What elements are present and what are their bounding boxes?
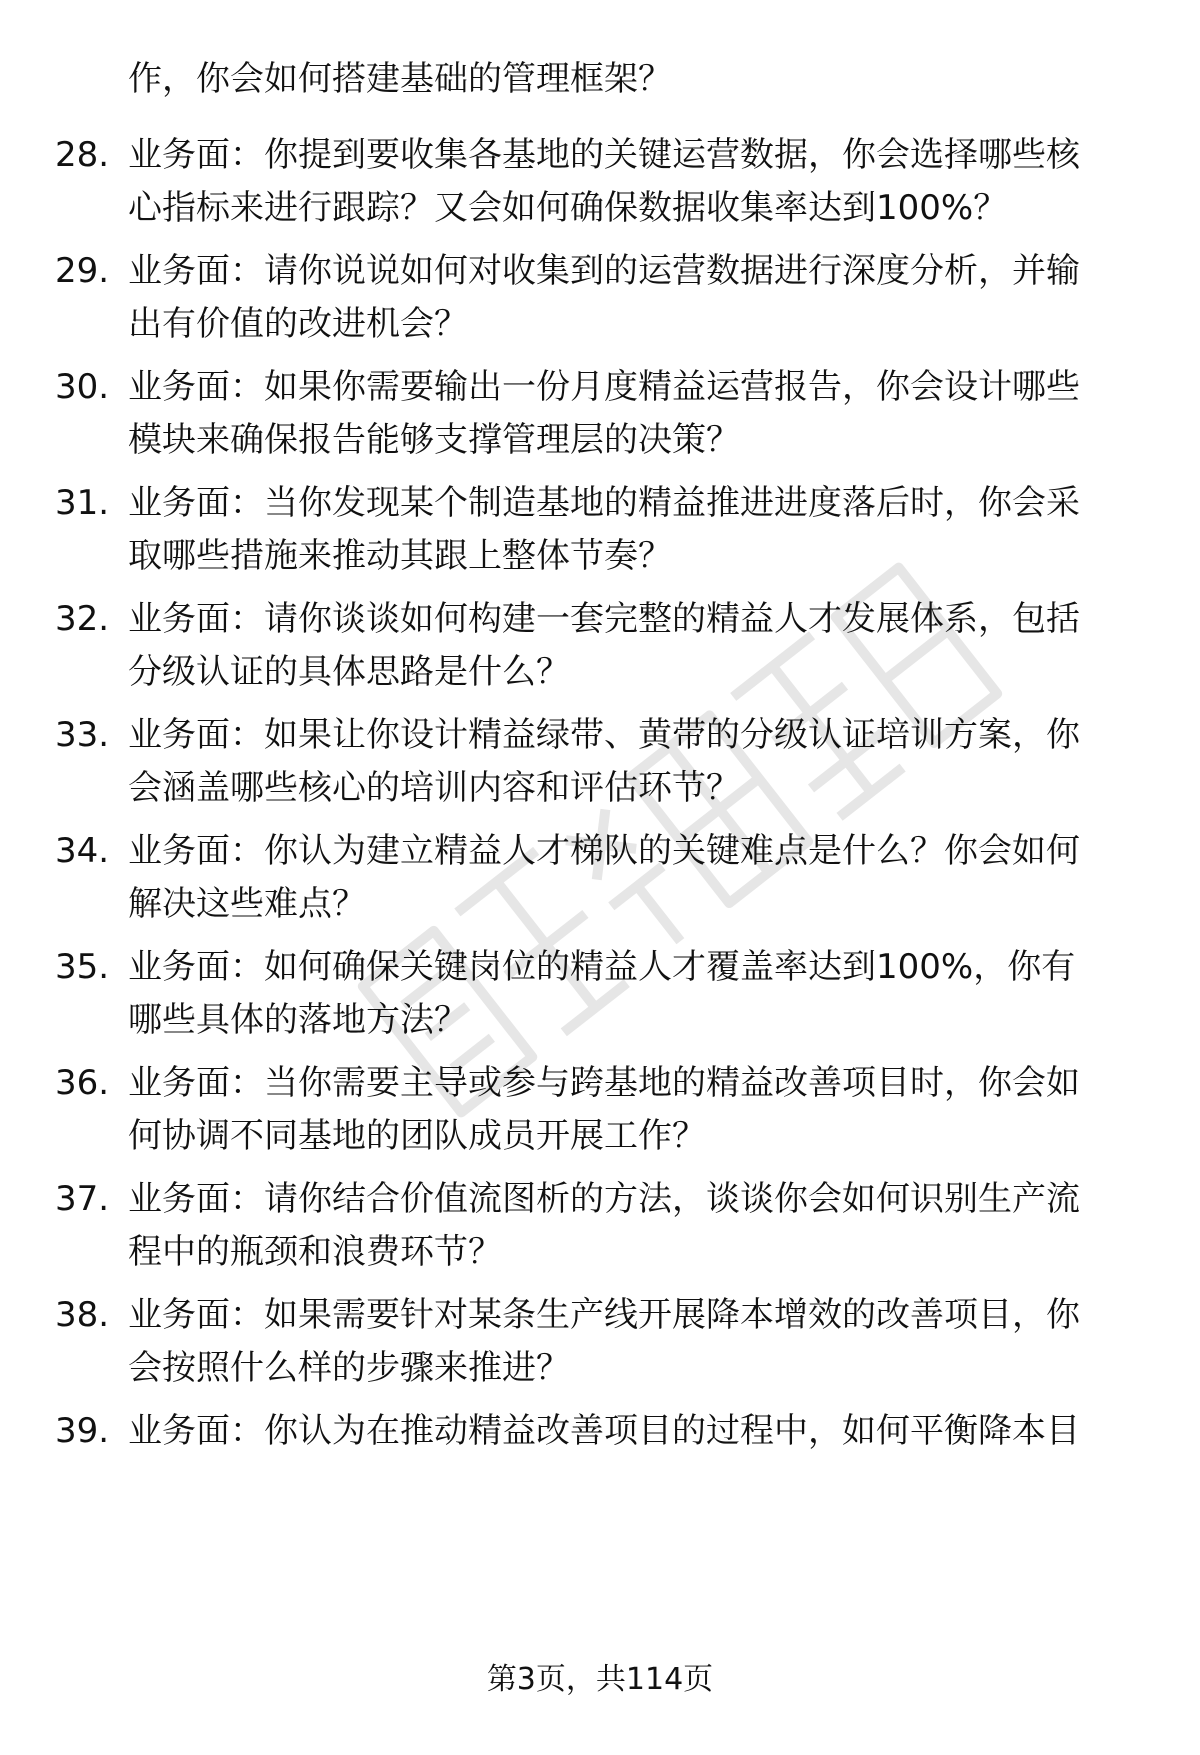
item-line: 业务面：当你发现某个制造基地的精益推进进度落后时，你会采 xyxy=(128,483,1080,523)
item-line: 业务面：你认为建立精益人才梯队的关键难点是什么？你会如何 xyxy=(128,831,1080,871)
item-line: 业务面：你提到要收集各基地的关键运营数据，你会选择哪些核 xyxy=(128,135,1080,175)
item-line: 业务面：如何确保关键岗位的精益人才覆盖率达到100%，你有 xyxy=(128,947,1076,987)
item-line: 业务面：当你需要主导或参与跨基地的精益改善项目时，你会如 xyxy=(128,1063,1080,1103)
item-number: 35. xyxy=(55,947,110,987)
item-number: 39. xyxy=(55,1411,110,1451)
item-line: 取哪些措施来推动其跟上整体节奏？ xyxy=(128,536,672,576)
item-line: 哪些具体的落地方法？ xyxy=(128,1000,468,1040)
item-line: 模块来确保报告能够支撑管理层的决策？ xyxy=(128,420,740,460)
item-text xyxy=(128,825,1138,931)
item-number: 33. xyxy=(55,715,110,755)
item-text xyxy=(128,129,1138,235)
item-line: 业务面：你认为在推动精益改善项目的过程中，如何平衡降本目 xyxy=(128,1411,1080,1451)
item-text xyxy=(128,1289,1138,1395)
item-line: 心指标来进行跟踪？又会如何确保数据收集率达到100%？ xyxy=(128,188,1008,228)
item-line: 解决这些难点？ xyxy=(128,884,366,924)
item-text xyxy=(128,941,1138,1047)
item-text xyxy=(128,709,1138,815)
item-text xyxy=(128,1057,1138,1163)
item-line: 业务面：请你结合价值流图析的方法，谈谈你会如何识别生产流 xyxy=(128,1179,1080,1219)
item-line: 业务面：请你谈谈如何构建一套完整的精益人才发展体系，包括 xyxy=(128,599,1080,639)
item-line: 业务面：如果需要针对某条生产线开展降本增效的改善项目，你 xyxy=(128,1295,1080,1335)
item-line: 会涵盖哪些核心的培训内容和评估环节？ xyxy=(128,768,740,808)
item-line: 会按照什么样的步骤来推进？ xyxy=(128,1348,570,1388)
item-number: 37. xyxy=(55,1179,110,1219)
item-line: 业务面：请你说说如何对收集到的运营数据进行深度分析，并输 xyxy=(128,251,1080,291)
continuation-text: 作，你会如何搭建基础的管理框架？ xyxy=(128,59,672,99)
item-number: 32. xyxy=(55,599,110,639)
item-line: 分级认证的具体思路是什么？ xyxy=(128,652,570,692)
item-line: 业务面：如果你需要输出一份月度精益运营报告，你会设计哪些 xyxy=(128,367,1080,407)
item-line: 程中的瓶颈和浪费环节？ xyxy=(128,1232,502,1272)
page-footer: 第3页，共114页 xyxy=(486,1662,714,1697)
item-number: 31. xyxy=(55,483,110,523)
item-number: 34. xyxy=(55,831,110,871)
item-line: 业务面：如果让你设计精益绿带、黄带的分级认证培训方案，你 xyxy=(128,715,1080,755)
item-number: 30. xyxy=(55,367,110,407)
item-number: 38. xyxy=(55,1295,110,1335)
item-number: 36. xyxy=(55,1063,110,1103)
item-text xyxy=(128,245,1138,351)
item-text xyxy=(128,593,1138,699)
item-text xyxy=(128,477,1138,583)
item-line: 何协调不同基地的团队成员开展工作？ xyxy=(128,1116,706,1156)
item-line: 出有价值的改进机会？ xyxy=(128,304,468,344)
item-number: 29. xyxy=(55,251,110,291)
item-text xyxy=(128,361,1138,467)
item-number: 28. xyxy=(55,135,110,175)
item-text xyxy=(128,1405,1138,1458)
item-text xyxy=(128,1173,1138,1279)
